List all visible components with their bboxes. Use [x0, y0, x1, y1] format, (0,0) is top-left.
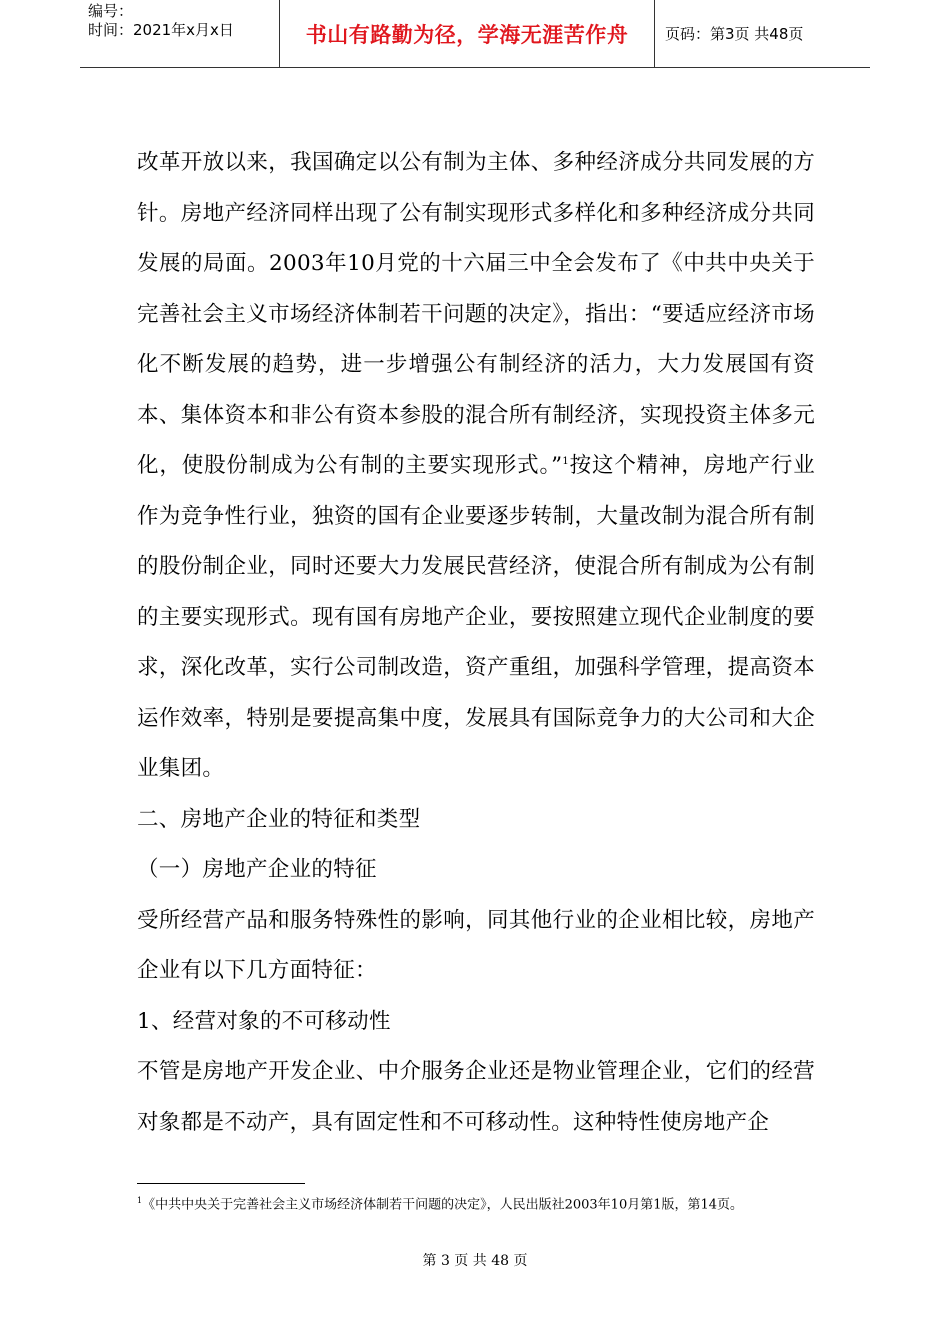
- paragraph-3: 不管是房地产开发企业、中介服务企业还是物业管理企业，它们的经营对象都是不动产，具有固定性和不可移动性。这种特性使房地产企: [137, 1059, 815, 1135]
- body-text: [137, 138, 815, 1148]
- subsection-heading: （一）房地产企业的特征: [137, 857, 377, 882]
- item-heading: 1、经营对象的不可移动性: [137, 1008, 391, 1034]
- section-heading: 二、房地产企业的特征和类型: [137, 806, 421, 832]
- time-label: 时间：2021年x月x日: [88, 21, 234, 39]
- footnote-ref: 1: [562, 455, 570, 467]
- page-header: [80, 0, 870, 68]
- footnote-divider: [137, 1183, 305, 1184]
- paragraph-2: 受所经营产品和服务特殊性的影响，同其他行业的企业相比较，房地产企业有以下几方面特征：: [137, 907, 815, 983]
- number-label: 编号：: [88, 2, 134, 20]
- header-motto: 书山有路勤为径，学海无涯苦作舟: [280, 0, 655, 67]
- paragraph-1: 改革开放以来，我国确定以公有制为主体、多种经济成分共同发展的方针。房地产经济同样出现了公有制实现形式多样化和多种经济成分共同发展的局面。2003年10月党的十六届三中全会发布了《中共中央关于完善社会主义市场经济体制若干问题的决定》，指出：“要适应经济市场化不断发展的趋势，进一步增强公有制经济的活力，大力发展国有资本、集体资本和非公有资本参股的混合所有制经济，实现投资主体多元化，使股份制成为公有制的主要实现形式。”$^1$按这个精神，房地产行业作为竞争性行业，独资的国有企业要逐步转制，大量改制为混合所有制的股份制企业，同时还要大力发展民营经济，使混合所有制成为公有制的主要实现形式。现有国有房地产企业，要按照建立现代企业制度的要求，深化改革，实行公司制改造，资产重组，加强科学管理，提高资本运作效率，特别是要提高集中度，发展具有国际竞争力的大公司和大企业集团。: [137, 150, 815, 781]
- footnote: $^1$《中共中央关于完善社会主义市场经济体制若干问题的决定》，人民出版社2003年10月第1版，第14页。: [137, 1196, 744, 1213]
- header-meta: [80, 0, 280, 67]
- header-page-info: 页码：第3页 共48页: [665, 25, 804, 43]
- page-number-footer: 第 3 页 共 48 页: [422, 1253, 528, 1269]
